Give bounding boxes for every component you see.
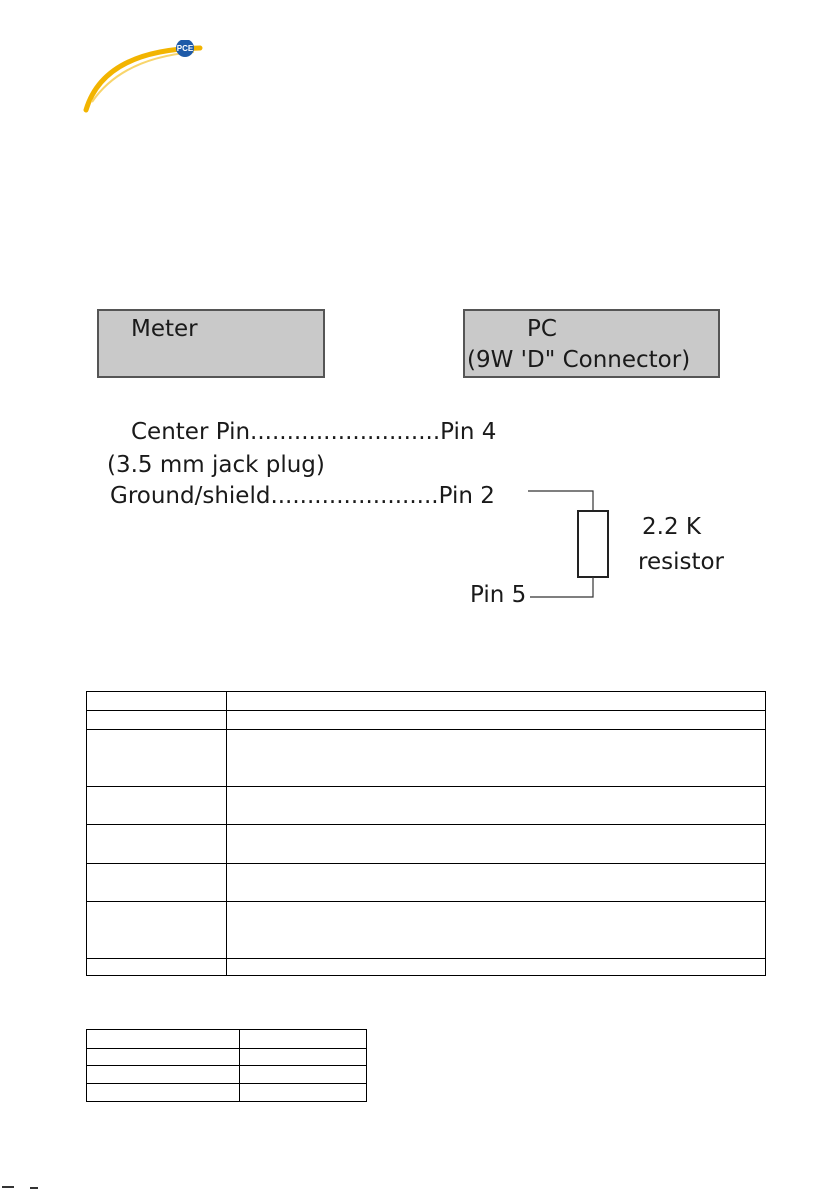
table-row	[87, 902, 766, 959]
table-row	[87, 711, 766, 730]
table-row	[87, 1030, 367, 1049]
table-row	[87, 730, 766, 787]
jack-plug-note: (3.5 mm jack plug)	[107, 452, 325, 478]
svg-text:PCE: PCE	[176, 44, 194, 53]
table-row	[87, 959, 766, 976]
resistor-symbol	[578, 511, 608, 577]
center-pin-line: Center Pin..........................Pin 4	[131, 419, 497, 445]
pin5-label: Pin 5	[470, 582, 527, 608]
table-row	[87, 864, 766, 902]
table-row	[87, 692, 766, 711]
meter-label: Meter	[131, 316, 198, 342]
page-edge-mark	[2, 1186, 14, 1188]
table-row	[87, 787, 766, 825]
ground-shield-line: Ground/shield.......................Pin 2	[110, 483, 495, 509]
pc-label: PC	[527, 316, 557, 342]
secondary-table	[86, 1029, 367, 1102]
table-row	[87, 1084, 367, 1102]
table-row	[87, 1049, 367, 1066]
spec-table	[86, 691, 766, 976]
page-edge-mark	[30, 1187, 38, 1189]
table-row	[87, 825, 766, 864]
pc-connector-label: (9W 'D" Connector)	[467, 347, 691, 373]
resistor-value: 2.2 K	[642, 514, 701, 540]
table-row	[87, 1066, 367, 1084]
resistor-word: resistor	[638, 549, 725, 575]
